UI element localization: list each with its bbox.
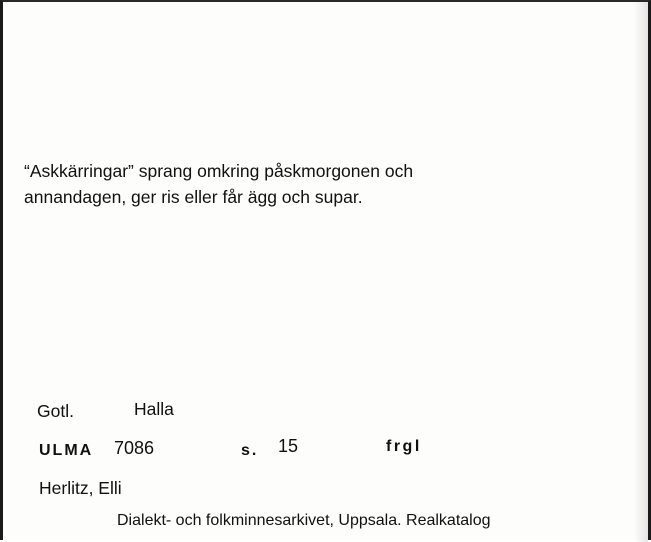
page-number: 15 <box>278 436 299 456</box>
page-prefix: s. <box>241 442 259 459</box>
parish-label: Halla <box>134 399 174 419</box>
archive-code: ULMA <box>39 442 94 459</box>
recorder-name: Herlitz, Elli <box>39 478 122 498</box>
category-code: frgl <box>386 438 422 455</box>
region-label: Gotl. <box>37 401 74 421</box>
archive-number: 7086 <box>114 438 155 458</box>
card-text-line: “Askkärringar” sprang omkring påskmorgonen och <box>24 161 414 181</box>
card-text-line: annandagen, ger ris eller får ägg och supar. <box>24 187 363 207</box>
card-edge-shadow <box>634 2 648 542</box>
archive-footer: Dialekt- och folkminnesarkivet, Uppsala. Realkatalog <box>117 512 491 529</box>
